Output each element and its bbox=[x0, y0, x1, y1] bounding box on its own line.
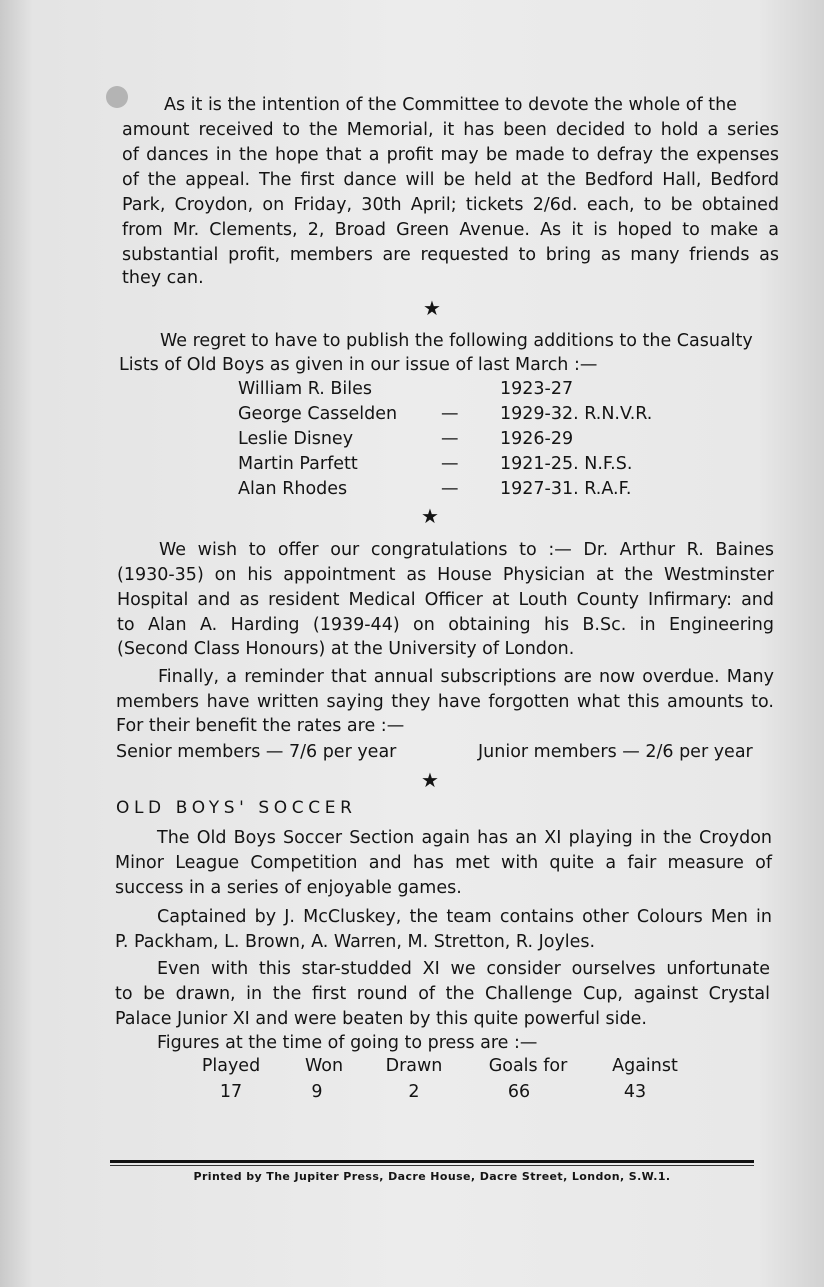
casualty-years: 1927-31. R.A.F. bbox=[500, 479, 632, 499]
soccer-line: success in a series of enjoyable games. bbox=[115, 878, 462, 898]
intro-line: they can. bbox=[122, 268, 204, 288]
intro-line: amount received to the Memorial, it has been decided to hold a series bbox=[122, 120, 779, 140]
stat-header-against: Against bbox=[612, 1056, 678, 1076]
intro-line: As it is the intention of the Committee to devote the whole of the bbox=[164, 95, 737, 115]
casualty-name: George Casselden bbox=[238, 404, 398, 424]
senior-rate: Senior members — 7/6 per year bbox=[116, 742, 397, 762]
punch-hole-mark bbox=[106, 86, 128, 108]
reminder-line: For their benefit the rates are :— bbox=[116, 716, 405, 736]
casualty-dash: — bbox=[441, 429, 459, 449]
soccer-line: Figures at the time of going to press are :— bbox=[157, 1033, 538, 1053]
intro-line: substantial profit, members are requested to bring as many friends as bbox=[122, 245, 779, 265]
stat-header-played: Played bbox=[201, 1056, 261, 1076]
stat-value-against: 43 bbox=[623, 1082, 647, 1102]
separator-star: ★ bbox=[421, 504, 439, 528]
casualty-name: William R. Biles bbox=[238, 379, 372, 399]
congrats-line: Hospital and as resident Medical Officer at Louth County Infirmary: and bbox=[117, 590, 774, 610]
congrats-line: We wish to offer our congratulations to :— Dr. Arthur R. Baines bbox=[159, 540, 774, 560]
casualty-name: Martin Parfett bbox=[238, 454, 358, 474]
casualty-dash: — bbox=[441, 404, 459, 424]
intro-line: of the appeal. The first dance will be held at the Bedford Hall, Bedford bbox=[122, 170, 779, 190]
junior-rate: Junior members — 2/6 per year bbox=[478, 742, 753, 762]
soccer-line: P. Packham, L. Brown, A. Warren, M. Stretton, R. Joyles. bbox=[115, 932, 596, 952]
stat-header-drawn: Drawn bbox=[385, 1056, 443, 1076]
reminder-line: Finally, a reminder that annual subscriptions are now overdue. Many bbox=[158, 667, 774, 687]
stat-value-drawn: 2 bbox=[408, 1082, 420, 1102]
casualty-years: 1929-32. R.N.V.R. bbox=[500, 404, 653, 424]
stat-header-goals-for: Goals for bbox=[488, 1056, 568, 1076]
separator-star: ★ bbox=[423, 296, 441, 320]
congrats-line: (1930-35) on his appointment as House Physician at the Westminster bbox=[117, 565, 774, 585]
soccer-line: Even with this star-studded XI we consider ourselves unfortunate bbox=[157, 959, 770, 979]
congrats-line: to Alan A. Harding (1939-44) on obtaining his B.Sc. in Engineering bbox=[117, 615, 774, 635]
soccer-line: Captained by J. McCluskey, the team contains other Colours Men in bbox=[157, 907, 772, 927]
intro-line: from Mr. Clements, 2, Broad Green Avenue. As it is hoped to make a bbox=[122, 220, 779, 240]
stat-header-won: Won bbox=[304, 1056, 344, 1076]
intro-line: Park, Croydon, on Friday, 30th April; tickets 2/6d. each, to be obtained bbox=[122, 195, 779, 215]
footer-rule-thin bbox=[110, 1165, 754, 1166]
casualty-years: 1926-29 bbox=[500, 429, 574, 449]
soccer-line: to be drawn, in the first round of the Challenge Cup, against Crystal bbox=[115, 984, 770, 1004]
casualty-dash: — bbox=[441, 479, 459, 499]
reminder-line: members have written saying they have forgotten what this amounts to. bbox=[116, 692, 774, 712]
soccer-line: Minor League Competition and has met with quite a fair measure of bbox=[115, 853, 772, 873]
casualty-dash: — bbox=[441, 454, 459, 474]
casualty-years: 1923-27 bbox=[500, 379, 574, 399]
separator-star: ★ bbox=[421, 768, 439, 792]
stat-value-played: 17 bbox=[219, 1082, 243, 1102]
footer-rule bbox=[110, 1160, 754, 1163]
soccer-heading: OLD BOYS' SOCCER bbox=[116, 798, 357, 818]
stat-value-won: 9 bbox=[311, 1082, 323, 1102]
casualty-name: Leslie Disney bbox=[238, 429, 354, 449]
intro-line: of dances in the hope that a profit may be made to defray the expenses bbox=[122, 145, 779, 165]
casualty-years: 1921-25. N.F.S. bbox=[500, 454, 633, 474]
soccer-line: The Old Boys Soccer Section again has an XI playing in the Croydon bbox=[157, 828, 772, 848]
casualty-name: Alan Rhodes bbox=[238, 479, 348, 499]
casualty-intro-line: We regret to have to publish the following additions to the Casualty bbox=[160, 331, 753, 351]
soccer-line: Palace Junior XI and were beaten by this quite powerful side. bbox=[115, 1009, 647, 1029]
printer-imprint: Printed by The Jupiter Press, Dacre House, Dacre Street, London, S.W.1. bbox=[193, 1170, 671, 1183]
stat-value-goals-for: 66 bbox=[507, 1082, 531, 1102]
congrats-line: (Second Class Honours) at the University of London. bbox=[117, 639, 575, 659]
casualty-intro-line: Lists of Old Boys as given in our issue of last March :— bbox=[119, 355, 598, 375]
